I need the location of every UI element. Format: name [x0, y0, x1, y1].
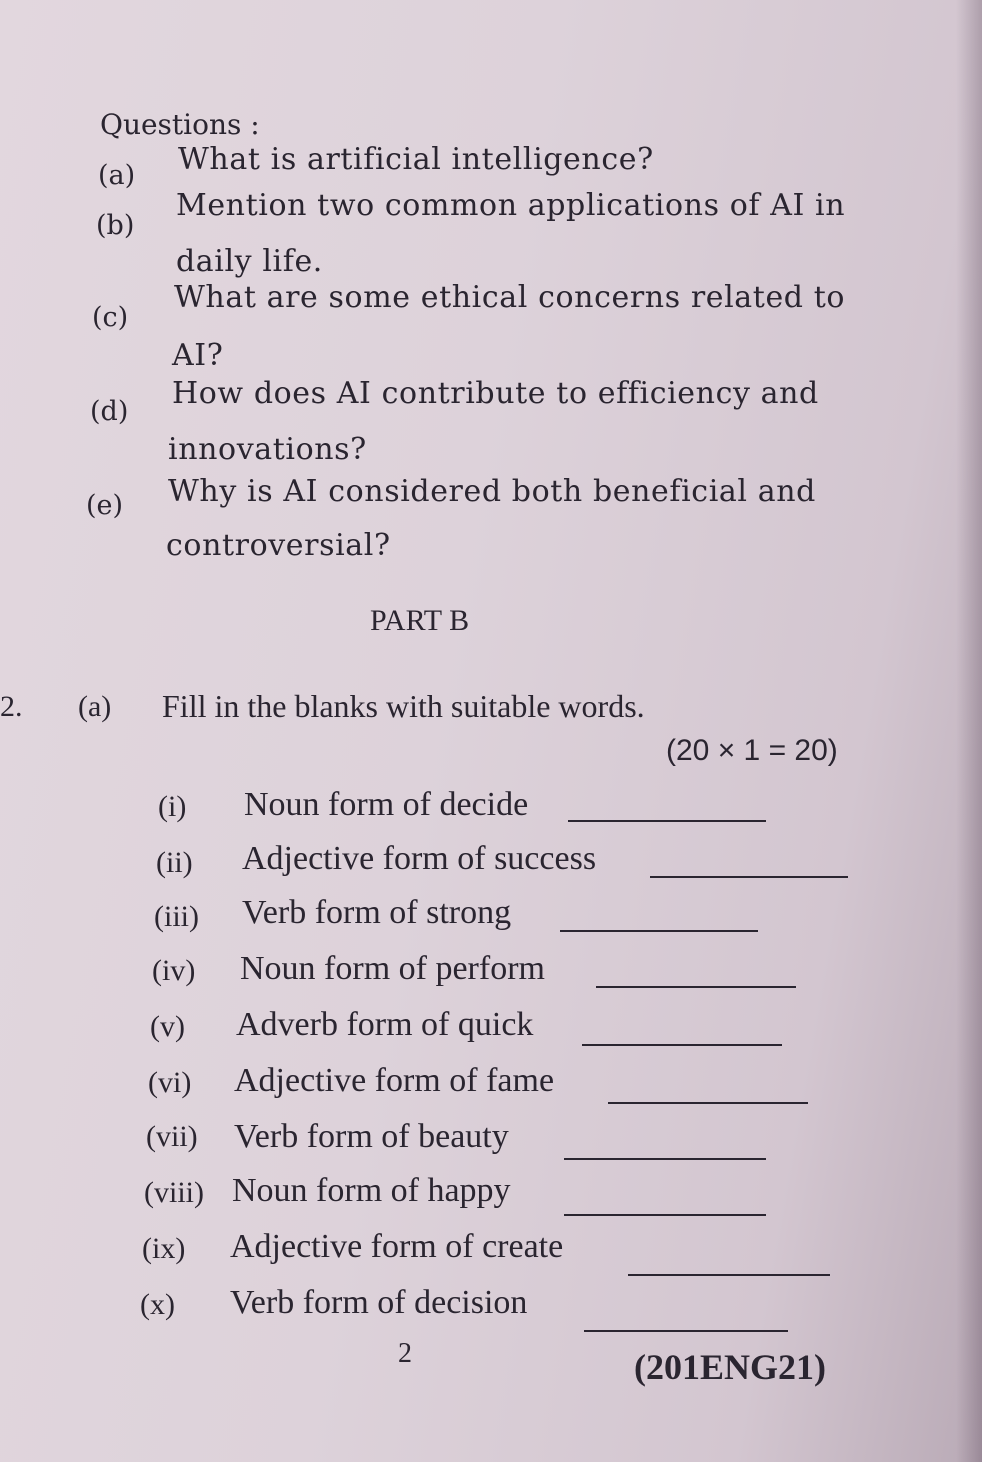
part-b-title: PART B	[370, 604, 470, 637]
item-text: Noun form of perform	[240, 950, 545, 987]
item-label: (i)	[158, 790, 187, 823]
item-label: (iv)	[152, 954, 196, 987]
item-text: Noun form of decide	[244, 786, 529, 823]
question-number: 2.	[0, 690, 23, 723]
item-text: Verb form of decision	[230, 1284, 528, 1321]
answer-blank	[582, 1044, 782, 1046]
question-text-line: Mention two common applications of AI in	[176, 188, 846, 223]
paper-code: (201ENG21)	[634, 1347, 826, 1387]
question-label: (a)	[98, 160, 136, 191]
question-text-line: controversial?	[166, 528, 391, 563]
answer-blank	[628, 1274, 830, 1276]
question-text-line: What are some ethical concerns related to	[174, 280, 846, 315]
answer-blank	[650, 876, 848, 878]
item-label: (vi)	[148, 1066, 192, 1099]
item-label: (x)	[140, 1288, 175, 1321]
question-label: (d)	[90, 396, 129, 427]
question-label: (c)	[92, 302, 129, 333]
question-label: (e)	[86, 490, 124, 521]
answer-blank	[584, 1330, 788, 1332]
page-edge-shadow	[956, 0, 982, 1462]
item-label: (ii)	[156, 846, 193, 879]
answer-blank	[564, 1214, 766, 1216]
item-text: Verb form of beauty	[234, 1118, 509, 1155]
page-number: 2	[398, 1338, 412, 1369]
question-text-line: innovations?	[168, 432, 367, 467]
item-label: (iii)	[154, 900, 199, 933]
question-text-line: Why is AI considered both beneficial and	[168, 474, 816, 509]
question-text-line: What is artificial intelligence?	[178, 142, 654, 177]
item-text: Verb form of strong	[242, 894, 512, 931]
answer-blank	[596, 986, 796, 988]
item-text: Adjective form of create	[230, 1228, 564, 1265]
marks-allocation: (20 × 1 = 20)	[666, 734, 838, 767]
question-text-line: AI?	[172, 338, 224, 373]
item-label: (ix)	[142, 1232, 186, 1265]
question-label: (b)	[96, 210, 135, 241]
answer-blank	[564, 1158, 766, 1160]
sub-question-label: (a)	[78, 690, 112, 723]
answer-blank	[608, 1102, 808, 1104]
item-text: Adjective form of success	[242, 840, 597, 877]
item-label: (v)	[150, 1010, 185, 1043]
item-text: Noun form of happy	[232, 1172, 511, 1209]
questions-heading: Questions :	[100, 108, 260, 141]
instruction-text: Fill in the blanks with suitable words.	[162, 688, 645, 724]
question-text-line: daily life.	[176, 244, 323, 279]
item-text: Adjective form of fame	[234, 1062, 555, 1099]
item-label: (vii)	[146, 1120, 198, 1153]
item-label: (viii)	[144, 1176, 204, 1209]
answer-blank	[568, 820, 766, 822]
answer-blank	[560, 930, 758, 932]
item-text: Adverb form of quick	[236, 1006, 534, 1043]
question-text-line: How does AI contribute to efficiency and	[172, 376, 819, 411]
